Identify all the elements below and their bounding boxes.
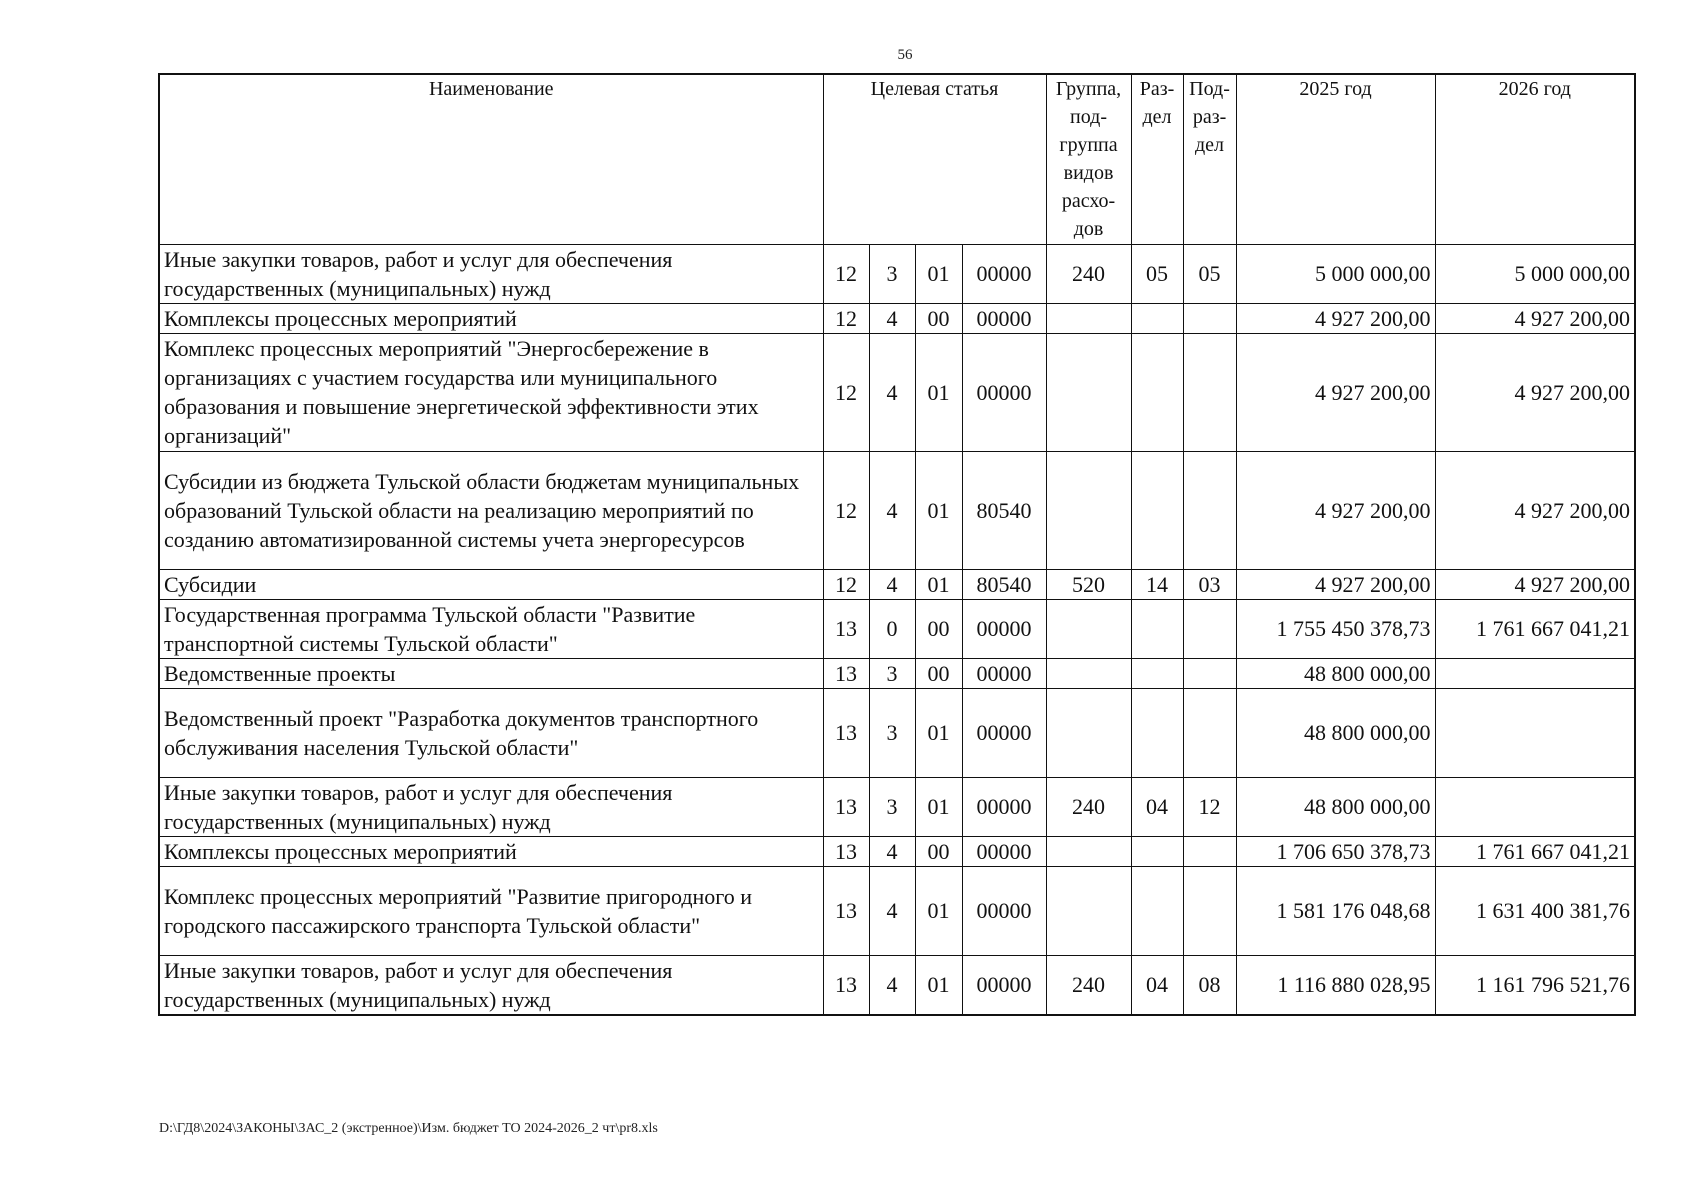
cell-direction: 00000 xyxy=(962,688,1046,777)
table-row xyxy=(159,569,1635,599)
cell-subprogram: 4 xyxy=(869,866,915,955)
table-row xyxy=(159,777,1635,836)
cell-amount-2025: 4 927 200,00 xyxy=(1236,569,1435,599)
cell-expense-group xyxy=(1046,688,1131,777)
cell-program: 13 xyxy=(823,688,869,777)
cell-direction: 00000 xyxy=(962,658,1046,688)
cell-name: Субсидии xyxy=(159,569,823,599)
table-row xyxy=(159,451,1635,569)
cell-subsection xyxy=(1183,333,1236,451)
cell-amount-2025: 4 927 200,00 xyxy=(1236,451,1435,569)
cell-subsection: 12 xyxy=(1183,777,1236,836)
cell-section xyxy=(1131,866,1183,955)
cell-amount-2026: 5 000 000,00 xyxy=(1435,244,1635,303)
cell-amount-2026: 1 631 400 381,76 xyxy=(1435,866,1635,955)
cell-direction: 00000 xyxy=(962,244,1046,303)
cell-subsection: 08 xyxy=(1183,955,1236,1015)
cell-amount-2025: 48 800 000,00 xyxy=(1236,688,1435,777)
table-row xyxy=(159,303,1635,333)
cell-name: Комплекс процессных мероприятий "Развитие пригородного и городского пассажирского транспорта Тульской области" xyxy=(159,866,823,955)
cell-name: Ведомственный проект "Разработка документов транспортного обслуживания населения Тульской области" xyxy=(159,688,823,777)
cell-subprogram: 4 xyxy=(869,333,915,451)
table-row xyxy=(159,599,1635,658)
cell-subprogram: 3 xyxy=(869,688,915,777)
cell-section: 05 xyxy=(1131,244,1183,303)
cell-event: 01 xyxy=(915,866,962,955)
cell-expense-group: 240 xyxy=(1046,777,1131,836)
cell-section xyxy=(1131,688,1183,777)
cell-program: 12 xyxy=(823,569,869,599)
cell-section: 14 xyxy=(1131,569,1183,599)
cell-name: Ведомственные проекты xyxy=(159,658,823,688)
cell-amount-2026: 4 927 200,00 xyxy=(1435,451,1635,569)
cell-event: 01 xyxy=(915,955,962,1015)
cell-subsection xyxy=(1183,836,1236,866)
cell-program: 12 xyxy=(823,451,869,569)
table-row xyxy=(159,658,1635,688)
cell-subsection xyxy=(1183,688,1236,777)
cell-event: 00 xyxy=(915,303,962,333)
cell-name: Субсидии из бюджета Тульской области бюджетам муниципальных образований Тульской области на реализацию мероприятий по созданию автоматизированной системы учета энергоресурсов xyxy=(159,451,823,569)
header-section: Раз-дел xyxy=(1131,74,1183,244)
cell-amount-2026: 1 761 667 041,21 xyxy=(1435,599,1635,658)
cell-event: 00 xyxy=(915,658,962,688)
cell-name: Государственная программа Тульской области "Развитие транспортной системы Тульской области" xyxy=(159,599,823,658)
page-number: 56 xyxy=(897,47,913,63)
cell-expense-group xyxy=(1046,658,1131,688)
cell-direction: 00000 xyxy=(962,777,1046,836)
cell-amount-2025: 1 706 650 378,73 xyxy=(1236,836,1435,866)
cell-direction: 00000 xyxy=(962,836,1046,866)
cell-name: Комплексы процессных мероприятий xyxy=(159,303,823,333)
cell-name: Иные закупки товаров, работ и услуг для обеспечения государственных (муниципальных) нужд xyxy=(159,955,823,1015)
cell-amount-2026 xyxy=(1435,658,1635,688)
cell-program: 12 xyxy=(823,244,869,303)
cell-amount-2026: 4 927 200,00 xyxy=(1435,333,1635,451)
cell-expense-group xyxy=(1046,451,1131,569)
header-target-article: Целевая статья xyxy=(823,74,1046,244)
cell-program: 13 xyxy=(823,866,869,955)
cell-direction: 00000 xyxy=(962,303,1046,333)
cell-program: 13 xyxy=(823,658,869,688)
cell-direction: 00000 xyxy=(962,866,1046,955)
cell-section: 04 xyxy=(1131,777,1183,836)
table-header-row xyxy=(159,74,1635,244)
cell-subsection xyxy=(1183,451,1236,569)
cell-section xyxy=(1131,658,1183,688)
footer-file-path: D:\ГД8\2024\ЗАКОНЫ\ЗАС_2 (экстренное)\Изм. бюджет ТО 2024-2026_2 чт\pr8.xls xyxy=(159,1121,658,1136)
cell-event: 01 xyxy=(915,688,962,777)
cell-event: 01 xyxy=(915,777,962,836)
cell-expense-group: 520 xyxy=(1046,569,1131,599)
cell-amount-2025: 1 581 176 048,68 xyxy=(1236,866,1435,955)
budget-table xyxy=(158,73,1636,1016)
cell-subsection: 05 xyxy=(1183,244,1236,303)
cell-expense-group: 240 xyxy=(1046,244,1131,303)
cell-amount-2025: 4 927 200,00 xyxy=(1236,333,1435,451)
cell-program: 13 xyxy=(823,836,869,866)
cell-subprogram: 4 xyxy=(869,955,915,1015)
cell-event: 00 xyxy=(915,599,962,658)
cell-amount-2025: 5 000 000,00 xyxy=(1236,244,1435,303)
cell-event: 01 xyxy=(915,333,962,451)
cell-direction: 00000 xyxy=(962,599,1046,658)
cell-amount-2026 xyxy=(1435,688,1635,777)
cell-amount-2025: 4 927 200,00 xyxy=(1236,303,1435,333)
cell-direction: 80540 xyxy=(962,569,1046,599)
cell-section xyxy=(1131,303,1183,333)
cell-subprogram: 0 xyxy=(869,599,915,658)
cell-event: 01 xyxy=(915,244,962,303)
cell-subprogram: 4 xyxy=(869,836,915,866)
cell-amount-2026: 1 761 667 041,21 xyxy=(1435,836,1635,866)
table-row xyxy=(159,688,1635,777)
table-body xyxy=(159,244,1635,1015)
cell-event: 01 xyxy=(915,569,962,599)
cell-subsection xyxy=(1183,658,1236,688)
table-row xyxy=(159,836,1635,866)
cell-subprogram: 4 xyxy=(869,303,915,333)
cell-amount-2026: 4 927 200,00 xyxy=(1435,303,1635,333)
header-expense-group: Группа, под-группа видов расхо-дов xyxy=(1046,74,1131,244)
header-year-2026: 2026 год xyxy=(1435,74,1635,244)
cell-amount-2026 xyxy=(1435,777,1635,836)
cell-program: 12 xyxy=(823,303,869,333)
cell-direction: 00000 xyxy=(962,955,1046,1015)
table-row xyxy=(159,333,1635,451)
cell-name: Комплекс процессных мероприятий "Энергосбережение в организациях с участием государства или муниципального образования и повышение энергетической эффективности этих организаций" xyxy=(159,333,823,451)
cell-section xyxy=(1131,451,1183,569)
cell-direction: 80540 xyxy=(962,451,1046,569)
cell-amount-2026: 4 927 200,00 xyxy=(1435,569,1635,599)
cell-expense-group xyxy=(1046,333,1131,451)
cell-program: 13 xyxy=(823,599,869,658)
cell-amount-2025: 48 800 000,00 xyxy=(1236,777,1435,836)
cell-subprogram: 3 xyxy=(869,777,915,836)
cell-expense-group: 240 xyxy=(1046,955,1131,1015)
cell-section xyxy=(1131,836,1183,866)
cell-section xyxy=(1131,599,1183,658)
cell-program: 13 xyxy=(823,777,869,836)
header-name: Наименование xyxy=(159,74,823,244)
cell-name: Иные закупки товаров, работ и услуг для обеспечения государственных (муниципальных) нужд xyxy=(159,777,823,836)
cell-subprogram: 3 xyxy=(869,658,915,688)
cell-section: 04 xyxy=(1131,955,1183,1015)
cell-expense-group xyxy=(1046,303,1131,333)
cell-amount-2025: 1 755 450 378,73 xyxy=(1236,599,1435,658)
header-subsection: Под-раз-дел xyxy=(1183,74,1236,244)
cell-subsection xyxy=(1183,866,1236,955)
cell-subsection xyxy=(1183,303,1236,333)
table-row xyxy=(159,244,1635,303)
cell-name: Иные закупки товаров, работ и услуг для обеспечения государственных (муниципальных) нужд xyxy=(159,244,823,303)
table-row xyxy=(159,866,1635,955)
cell-program: 13 xyxy=(823,955,869,1015)
cell-section xyxy=(1131,333,1183,451)
cell-subsection: 03 xyxy=(1183,569,1236,599)
cell-amount-2025: 48 800 000,00 xyxy=(1236,658,1435,688)
cell-subprogram: 4 xyxy=(869,451,915,569)
cell-direction: 00000 xyxy=(962,333,1046,451)
cell-event: 00 xyxy=(915,836,962,866)
header-year-2025: 2025 год xyxy=(1236,74,1435,244)
cell-program: 12 xyxy=(823,333,869,451)
cell-event: 01 xyxy=(915,451,962,569)
cell-expense-group xyxy=(1046,836,1131,866)
cell-amount-2026: 1 161 796 521,76 xyxy=(1435,955,1635,1015)
cell-name: Комплексы процессных мероприятий xyxy=(159,836,823,866)
cell-amount-2025: 1 116 880 028,95 xyxy=(1236,955,1435,1015)
table-row xyxy=(159,955,1635,1015)
cell-subsection xyxy=(1183,599,1236,658)
cell-subprogram: 3 xyxy=(869,244,915,303)
cell-expense-group xyxy=(1046,866,1131,955)
cell-subprogram: 4 xyxy=(869,569,915,599)
cell-expense-group xyxy=(1046,599,1131,658)
